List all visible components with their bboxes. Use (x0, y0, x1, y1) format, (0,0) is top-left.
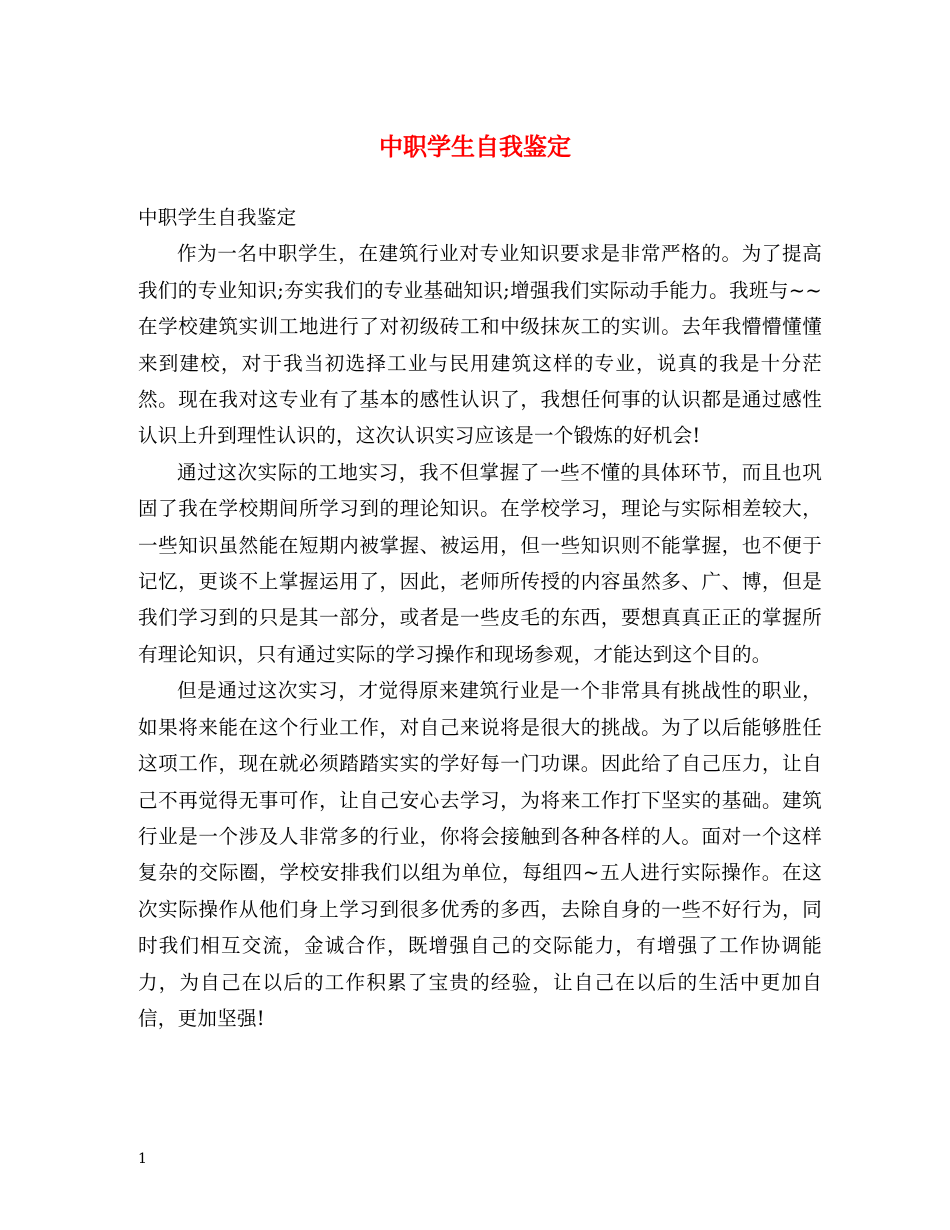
document-subtitle: 中职学生自我鉴定 (138, 206, 297, 229)
page-number: 1 (138, 1151, 147, 1167)
paragraph-2: 通过这次实际的工地实习，我不但掌握了一些不懂的具体环节，而且也巩固了我在学校期间所学习到的理论知识。在学校学习，理论与实际相差较大，一些知识虽然能在短期内被掌握、被运用，但一些知识则不能掌握，也不便于记忆，更谈不上掌握运用了，因此，老师所传授的内容虽然多、广、博，但是我们学习到的只是其一部分，或者是一些皮毛的东西，要想真真正正的掌握所有理论知识，只有通过实际的学习操作和现场参观，才能达到这个目的。 (138, 460, 822, 666)
document-title: 中职学生自我鉴定 (379, 132, 571, 161)
document-body (138, 200, 822, 1037)
paragraph-1: 作为一名中职学生，在建筑行业对专业知识要求是非常严格的。为了提高我们的专业知识;夯实我们的专业基础知识;增强我们实际动手能力。我班与~~在学校建筑实训工地进行了对初级砖工和中级抹灰工的实训。去年我懵懵懂懂来到建校，对于我当初选择工业与民用建筑这样的专业，说真的我是十分茫然。现在我对这专业有了基本的感性认识了，我想任何事的认识都是通过感性认识上升到理性认识的，这次认识实习应该是一个锻炼的好机会! (138, 242, 822, 448)
paragraph-3: 但是通过这次实习，才觉得原来建筑行业是一个非常具有挑战性的职业，如果将来能在这个行业工作，对自己来说将是很大的挑战。为了以后能够胜任这项工作，现在就必须踏踏实实的学好每一门功课。因此给了自己压力，让自己不再觉得无事可作，让自己安心去学习，为将来工作打下坚实的基础。建筑行业是一个涉及人非常多的行业，你将会接触到各种各样的人。面对一个这样复杂的交际圈，学校安排我们以组为单位，每组四~五人进行实际操作。在这次实际操作从他们身上学习到很多优秀的多西，去除自身的一些不好行为，同时我们相互交流，金诚合作，既增强自己的交际能力，有增强了工作协调能力，为自己在以后的工作积累了宝贵的经验，让自己在以后的生活中更加自信，更加坚强! (138, 679, 822, 1030)
